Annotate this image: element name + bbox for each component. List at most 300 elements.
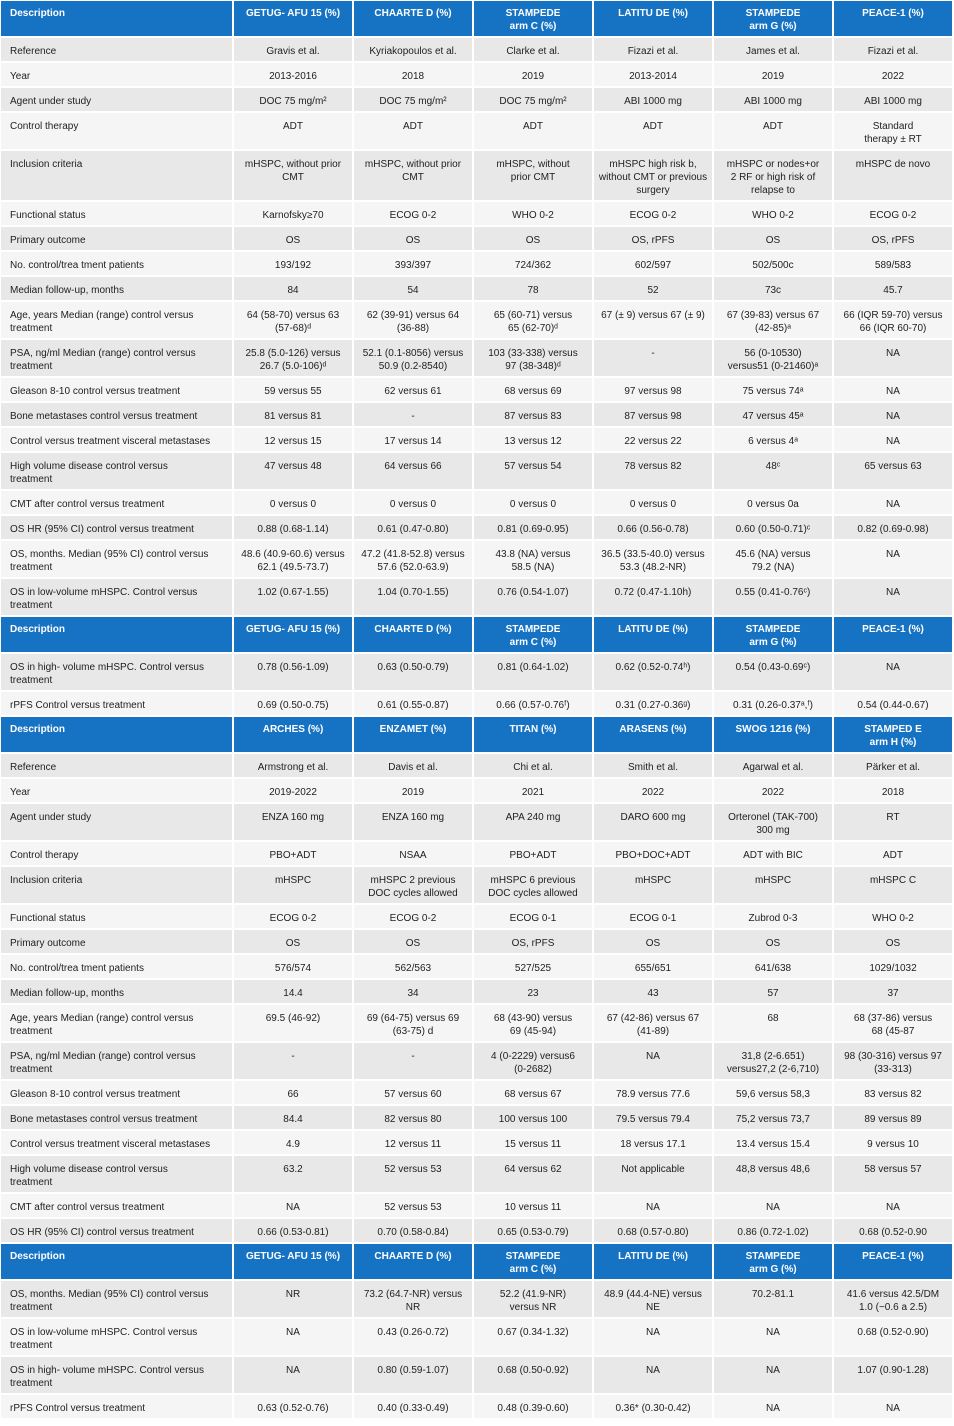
- row-label: OS, months. Median (95% CI) control versus treatment: [1, 1281, 232, 1319]
- table-cell: PBO+ADT: [234, 842, 352, 867]
- table-row: [1, 779, 952, 804]
- table-row: [1, 491, 952, 516]
- table-row: [1, 340, 952, 378]
- table-cell: mHSPC or nodes+or 2 RF or high risk of relapse to: [714, 151, 832, 202]
- table-row: [1, 1106, 952, 1131]
- table-cell: 68 versus 69: [474, 378, 592, 403]
- table-cell: mHSPC: [594, 867, 712, 905]
- table-cell: 0 versus 0: [354, 491, 472, 516]
- table-cell: 4.9: [234, 1131, 352, 1156]
- table-row: [1, 541, 952, 579]
- table-cell: ABI 1000 mg: [594, 88, 712, 113]
- row-label: OS HR (95% CI) control versus treatment: [1, 1219, 232, 1244]
- header-cell-col-5: STAMPEDE arm G (%): [714, 617, 832, 654]
- table-cell: 58 versus 57: [834, 1156, 952, 1194]
- table-cell: mHSPC C: [834, 867, 952, 905]
- table-cell: mHSPC high risk b, without CMT or previous surgery: [594, 151, 712, 202]
- table-cell: NSAA: [354, 842, 472, 867]
- table-cell: 57: [714, 980, 832, 1005]
- table-cell: 25.8 (5.0-126) versus 26.7 (5.0-106)ᵈ: [234, 340, 352, 378]
- table-cell: 22 versus 22: [594, 428, 712, 453]
- header-cell-description: Description: [1, 717, 232, 754]
- row-label: Reference: [1, 754, 232, 779]
- table-cell: DARO 600 mg: [594, 804, 712, 842]
- table-cell: 0.68 (0.57-0.80): [594, 1219, 712, 1244]
- table-cell: 1029/1032: [834, 955, 952, 980]
- trials-comparison-table: [0, 1, 954, 1420]
- table-cell: 63.2: [234, 1156, 352, 1194]
- table-cell: 82 versus 80: [354, 1106, 472, 1131]
- row-label: OS in high- volume mHSPC. Control versus treatment: [1, 654, 232, 692]
- header-cell-col-6: PEACE-1 (%): [834, 617, 952, 654]
- row-label: Age, years Median (range) control versus treatment: [1, 302, 232, 340]
- table-cell: 0 versus 0: [594, 491, 712, 516]
- table-cell: 0.70 (0.58-0.84): [354, 1219, 472, 1244]
- table-row: [1, 654, 952, 692]
- table-cell: PBO+ADT: [474, 842, 592, 867]
- table-cell: OS, rPFS: [474, 930, 592, 955]
- table-cell: 68 (37-86) versus 68 (45-87: [834, 1005, 952, 1043]
- table-row: [1, 378, 952, 403]
- table-row: [1, 428, 952, 453]
- table-row: [1, 804, 952, 842]
- table-cell: 57 versus 54: [474, 453, 592, 491]
- table-cell: 70.2-81.1: [714, 1281, 832, 1319]
- header-cell-col-3: STAMPEDE arm C (%): [474, 617, 592, 654]
- table-cell: NA: [714, 1194, 832, 1219]
- table-cell: RT: [834, 804, 952, 842]
- row-label: Median follow-up, months: [1, 277, 232, 302]
- table-cell: 0 versus 0: [234, 491, 352, 516]
- row-label: OS, months. Median (95% CI) control versus treatment: [1, 541, 232, 579]
- table-cell: NA: [834, 654, 952, 692]
- table-cell: 103 (33-338) versus 97 (38-348)ᵈ: [474, 340, 592, 378]
- table-cell: 64 (58-70) versus 63 (57-68)ᵈ: [234, 302, 352, 340]
- header-cell-col-5: STAMPEDE arm G (%): [714, 1, 832, 38]
- table-cell: 724/362: [474, 252, 592, 277]
- table-cell: OS: [474, 227, 592, 252]
- table-cell: 0.66 (0.53-0.81): [234, 1219, 352, 1244]
- row-label: OS in low-volume mHSPC. Control versus treatment: [1, 579, 232, 617]
- table-cell: 57 versus 60: [354, 1081, 472, 1106]
- table-cell: 6 versus 4ᵃ: [714, 428, 832, 453]
- table-cell: 1.04 (0.70-1.55): [354, 579, 472, 617]
- table-row: [1, 905, 952, 930]
- table-row: [1, 1194, 952, 1219]
- table-row: [1, 38, 952, 63]
- table-cell: -: [354, 403, 472, 428]
- table-cell: 68 (43-90) versus 69 (45-94): [474, 1005, 592, 1043]
- table-cell: mHSPC, without prior CMT: [474, 151, 592, 202]
- row-label: Year: [1, 779, 232, 804]
- table-cell: 2022: [834, 63, 952, 88]
- table-cell: 36.5 (33.5-40.0) versus 53.3 (48.2-NR): [594, 541, 712, 579]
- table-cell: 52 versus 53: [354, 1194, 472, 1219]
- table-cell: 52 versus 53: [354, 1156, 472, 1194]
- table-cell: 12 versus 15: [234, 428, 352, 453]
- table-cell: 0.69 (0.50-0.75): [234, 692, 352, 717]
- row-label: Bone metastases control versus treatment: [1, 403, 232, 428]
- table-cell: 78.9 versus 77.6: [594, 1081, 712, 1106]
- table-cell: ABI 1000 mg: [834, 88, 952, 113]
- table-row: [1, 867, 952, 905]
- table-cell: 34: [354, 980, 472, 1005]
- table-row: [1, 955, 952, 980]
- row-label: Primary outcome: [1, 227, 232, 252]
- table-cell: NA: [594, 1194, 712, 1219]
- header-cell-col-4: LATITU DE (%): [594, 1, 712, 38]
- header-cell-description: Description: [1, 1, 232, 38]
- table-cell: ENZA 160 mg: [234, 804, 352, 842]
- table-cell: 0.82 (0.69-0.98): [834, 516, 952, 541]
- table-cell: 67 (39-83) versus 67 (42-85)ᵃ: [714, 302, 832, 340]
- table-cell: 89 versus 89: [834, 1106, 952, 1131]
- row-label: OS in low-volume mHSPC. Control versus treatment: [1, 1319, 232, 1357]
- table-cell: 641/638: [714, 955, 832, 980]
- table-row: [1, 516, 952, 541]
- table-row: [1, 1043, 952, 1081]
- table-cell: 193/192: [234, 252, 352, 277]
- row-label: Functional status: [1, 905, 232, 930]
- table-cell: 75,2 versus 73,7: [714, 1106, 832, 1131]
- table-header-row: [1, 617, 952, 654]
- table-cell: WHO 0-2: [834, 905, 952, 930]
- table-cell: Fizazi et al.: [594, 38, 712, 63]
- row-label: PSA, ng/ml Median (range) control versus treatment: [1, 1043, 232, 1081]
- table-cell: PBO+DOC+ADT: [594, 842, 712, 867]
- table-cell: OS, rPFS: [834, 227, 952, 252]
- table-cell: 31,8 (2-6.651) versus27,2 (2-6,710): [714, 1043, 832, 1081]
- table-cell: WHO 0-2: [474, 202, 592, 227]
- table-cell: OS: [354, 227, 472, 252]
- table-cell: 48.9 (44.4-NE) versus NE: [594, 1281, 712, 1319]
- table-cell: OS: [834, 930, 952, 955]
- table-cell: 69 (64-75) versus 69 (63-75) d: [354, 1005, 472, 1043]
- table-cell: 2019-2022: [234, 779, 352, 804]
- table-cell: Smith et al.: [594, 754, 712, 779]
- table-cell: 47.2 (41.8-52.8) versus 57.6 (52.0-63.9): [354, 541, 472, 579]
- table-cell: 1.07 (0.90-1.28): [834, 1357, 952, 1395]
- table-cell: 0.65 (0.53-0.79): [474, 1219, 592, 1244]
- table-cell: Not applicable: [594, 1156, 712, 1194]
- row-label: Gleason 8-10 control versus treatment: [1, 1081, 232, 1106]
- table-cell: 589/583: [834, 252, 952, 277]
- table-row: [1, 980, 952, 1005]
- row-label: Inclusion criteria: [1, 151, 232, 202]
- table-cell: 62 (39-91) versus 64 (36-88): [354, 302, 472, 340]
- table-cell: 47 versus 45ᵃ: [714, 403, 832, 428]
- table-cell: 602/597: [594, 252, 712, 277]
- table-cell: OS: [234, 227, 352, 252]
- header-cell-col-1: GETUG- AFU 15 (%): [234, 1244, 352, 1281]
- table-cell: 65 versus 63: [834, 453, 952, 491]
- table-cell: 2019: [714, 63, 832, 88]
- table-cell: NA: [834, 403, 952, 428]
- table-row: [1, 202, 952, 227]
- table-cell: mHSPC 2 previous DOC cycles allowed: [354, 867, 472, 905]
- table-cell: mHSPC, without prior CMT: [354, 151, 472, 202]
- table-cell: -: [594, 340, 712, 378]
- table-cell: NA: [594, 1357, 712, 1395]
- table-row: [1, 151, 952, 202]
- table-cell: 68 versus 67: [474, 1081, 592, 1106]
- table-cell: 41.6 versus 42.5/DM 1.0 (−0.6 a 2.5): [834, 1281, 952, 1319]
- row-label: OS in high- volume mHSPC. Control versus treatment: [1, 1357, 232, 1395]
- table-cell: ENZA 160 mg: [354, 804, 472, 842]
- table-row: [1, 1131, 952, 1156]
- table-cell: 0.55 (0.41-0.76ᶜ): [714, 579, 832, 617]
- table-cell: Zubrod 0-3: [714, 905, 832, 930]
- header-cell-col-4: ARASENS (%): [594, 717, 712, 754]
- table-cell: 9 versus 10: [834, 1131, 952, 1156]
- table-cell: 75 versus 74ᵃ: [714, 378, 832, 403]
- table-row: [1, 1281, 952, 1319]
- table-cell: NR: [234, 1281, 352, 1319]
- table-cell: 64 versus 62: [474, 1156, 592, 1194]
- table-cell: 78 versus 82: [594, 453, 712, 491]
- table-cell: 0.63 (0.52-0.76): [234, 1395, 352, 1420]
- table-row: [1, 277, 952, 302]
- table-row: [1, 302, 952, 340]
- table-row: [1, 63, 952, 88]
- row-label: No. control/trea tment patients: [1, 252, 232, 277]
- table-cell: NA: [834, 1194, 952, 1219]
- table-cell: 0.88 (0.68-1.14): [234, 516, 352, 541]
- table-cell: mHSPC, without prior CMT: [234, 151, 352, 202]
- table-cell: ADT with BIC: [714, 842, 832, 867]
- table-cell: 52.2 (41.9-NR) versus NR: [474, 1281, 592, 1319]
- table-cell: 12 versus 11: [354, 1131, 472, 1156]
- table-cell: NA: [834, 1395, 952, 1420]
- table-cell: NA: [234, 1319, 352, 1357]
- table-cell: 48.6 (40.9-60.6) versus 62.1 (49.5-73.7): [234, 541, 352, 579]
- table-cell: 4 (0-2229) versus6 (0-2682): [474, 1043, 592, 1081]
- table-cell: 15 versus 11: [474, 1131, 592, 1156]
- table-cell: 576/574: [234, 955, 352, 980]
- table-cell: Chi et al.: [474, 754, 592, 779]
- table-cell: 17 versus 14: [354, 428, 472, 453]
- table-cell: NA: [834, 491, 952, 516]
- row-label: CMT after control versus treatment: [1, 1194, 232, 1219]
- table-cell: 0.80 (0.59-1.07): [354, 1357, 472, 1395]
- table-header-row: [1, 717, 952, 754]
- row-label: Control versus treatment visceral metastases: [1, 1131, 232, 1156]
- table-cell: 47 versus 48: [234, 453, 352, 491]
- table-row: [1, 1319, 952, 1357]
- table-row: [1, 453, 952, 491]
- header-cell-col-5: STAMPEDE arm G (%): [714, 1244, 832, 1281]
- table-cell: 0 versus 0: [474, 491, 592, 516]
- table-cell: mHSPC: [714, 867, 832, 905]
- table-row: [1, 692, 952, 717]
- table-cell: 52.1 (0.1-8056) versus 50.9 (0.2-8540): [354, 340, 472, 378]
- row-label: High volume disease control versus treatment: [1, 1156, 232, 1194]
- row-label: PSA, ng/ml Median (range) control versus treatment: [1, 340, 232, 378]
- table-cell: 68: [714, 1005, 832, 1043]
- table-cell: 81 versus 81: [234, 403, 352, 428]
- table-cell: 18 versus 17.1: [594, 1131, 712, 1156]
- table-cell: NA: [834, 428, 952, 453]
- table-cell: ECOG 0-1: [474, 905, 592, 930]
- table-row: [1, 113, 952, 151]
- table-cell: 0.61 (0.47-0.80): [354, 516, 472, 541]
- table-cell: DOC 75 mg/m²: [234, 88, 352, 113]
- table-cell: 66 (IQR 59-70) versus 66 (IQR 60-70): [834, 302, 952, 340]
- table-cell: 0.62 (0.52-0.74ʰ): [594, 654, 712, 692]
- header-cell-col-2: CHAARTE D (%): [354, 1244, 472, 1281]
- table-cell: ABI 1000 mg: [714, 88, 832, 113]
- header-cell-col-6: PEACE-1 (%): [834, 1244, 952, 1281]
- table-cell: 23: [474, 980, 592, 1005]
- row-label: rPFS Control versus treatment: [1, 1395, 232, 1420]
- table-row: [1, 88, 952, 113]
- table-cell: Standard therapy ± RT: [834, 113, 952, 151]
- row-label: Inclusion criteria: [1, 867, 232, 905]
- table-cell: 0.54 (0.43-0.69ᶜ): [714, 654, 832, 692]
- table-row: [1, 1357, 952, 1395]
- table-cell: 56 (0-10530) versus51 (0-21460)ᵃ: [714, 340, 832, 378]
- table-cell: Pärker et al.: [834, 754, 952, 779]
- table-cell: NA: [834, 340, 952, 378]
- table-cell: ADT: [354, 113, 472, 151]
- table-cell: 2018: [834, 779, 952, 804]
- table-cell: Karnofsky≥70: [234, 202, 352, 227]
- header-cell-col-4: LATITU DE (%): [594, 617, 712, 654]
- table-cell: 98 (30-316) versus 97 (33-313): [834, 1043, 952, 1081]
- header-cell-col-1: ARCHES (%): [234, 717, 352, 754]
- table-cell: 48,8 versus 48,6: [714, 1156, 832, 1194]
- table-cell: 0 versus 0a: [714, 491, 832, 516]
- table-cell: 0.63 (0.50-0.79): [354, 654, 472, 692]
- row-label: Primary outcome: [1, 930, 232, 955]
- table-cell: NA: [234, 1194, 352, 1219]
- table-cell: 0.66 (0.57-0.76ᶠ): [474, 692, 592, 717]
- table-cell: 0.68 (0.52-0.90): [834, 1319, 952, 1357]
- row-label: High volume disease control versus treatment: [1, 453, 232, 491]
- table-cell: 0.61 (0.55-0.87): [354, 692, 472, 717]
- table-cell: Orteronel (TAK-700) 300 mg: [714, 804, 832, 842]
- table-row: [1, 1156, 952, 1194]
- table-cell: mHSPC de novo: [834, 151, 952, 202]
- header-cell-col-2: ENZAMET (%): [354, 717, 472, 754]
- table-cell: APA 240 mg: [474, 804, 592, 842]
- table-cell: OS: [354, 930, 472, 955]
- table-cell: NA: [834, 378, 952, 403]
- table-cell: ADT: [714, 113, 832, 151]
- table-cell: 45.7: [834, 277, 952, 302]
- table-cell: NA: [594, 1319, 712, 1357]
- table-cell: 0.86 (0.72-1.02): [714, 1219, 832, 1244]
- row-label: OS HR (95% CI) control versus treatment: [1, 516, 232, 541]
- table-row: [1, 842, 952, 867]
- table-row: [1, 579, 952, 617]
- table-cell: 0.76 (0.54-1.07): [474, 579, 592, 617]
- table-cell: 393/397: [354, 252, 472, 277]
- table-cell: 54: [354, 277, 472, 302]
- table-cell: 69.5 (46-92): [234, 1005, 352, 1043]
- table-cell: 87 versus 98: [594, 403, 712, 428]
- table-cell: NA: [714, 1357, 832, 1395]
- table-cell: 84: [234, 277, 352, 302]
- table-cell: James et al.: [714, 38, 832, 63]
- table-cell: 13 versus 12: [474, 428, 592, 453]
- table-cell: Clarke et al.: [474, 38, 592, 63]
- table-cell: 0.31 (0.26-0.37ᵃ,ᶠ): [714, 692, 832, 717]
- row-label: Year: [1, 63, 232, 88]
- row-label: Age, years Median (range) control versus treatment: [1, 1005, 232, 1043]
- table-cell: 562/563: [354, 955, 472, 980]
- table-cell: ECOG 0-2: [834, 202, 952, 227]
- table-cell: Armstrong et al.: [234, 754, 352, 779]
- table-cell: 59,6 versus 58,3: [714, 1081, 832, 1106]
- row-label: Agent under study: [1, 804, 232, 842]
- table-header-row: [1, 1244, 952, 1281]
- header-cell-description: Description: [1, 1244, 232, 1281]
- table-cell: 2022: [714, 779, 832, 804]
- table-cell: 0.68 (0.52-0.90: [834, 1219, 952, 1244]
- table-cell: mHSPC 6 previous DOC cycles allowed: [474, 867, 592, 905]
- table-cell: ECOG 0-2: [354, 202, 472, 227]
- table-cell: ADT: [234, 113, 352, 151]
- table-cell: mHSPC: [234, 867, 352, 905]
- table-cell: 0.72 (0.47-1.10h): [594, 579, 712, 617]
- header-cell-col-2: CHAARTE D (%): [354, 617, 472, 654]
- header-cell-col-2: CHAARTE D (%): [354, 1, 472, 38]
- table-cell: 2013-2016: [234, 63, 352, 88]
- table-cell: 655/651: [594, 955, 712, 980]
- table-cell: 0.66 (0.56-0.78): [594, 516, 712, 541]
- table-cell: 67 (± 9) versus 67 (± 9): [594, 302, 712, 340]
- table-cell: 1.02 (0.67-1.55): [234, 579, 352, 617]
- table-cell: NA: [234, 1357, 352, 1395]
- table-cell: Davis et al.: [354, 754, 472, 779]
- table-cell: ADT: [834, 842, 952, 867]
- table-cell: 0.60 (0.50-0.71)ᶜ: [714, 516, 832, 541]
- row-label: Control versus treatment visceral metastases: [1, 428, 232, 453]
- table-cell: 84.4: [234, 1106, 352, 1131]
- table-cell: ECOG 0-2: [354, 905, 472, 930]
- table-cell: 0.67 (0.34-1.32): [474, 1319, 592, 1357]
- table-cell: 83 versus 82: [834, 1081, 952, 1106]
- table-cell: 64 versus 66: [354, 453, 472, 491]
- table-cell: 13.4 versus 15.4: [714, 1131, 832, 1156]
- table-cell: 10 versus 11: [474, 1194, 592, 1219]
- table-cell: 67 (42-86) versus 67 (41-89): [594, 1005, 712, 1043]
- table-cell: OS, rPFS: [594, 227, 712, 252]
- table-cell: 66: [234, 1081, 352, 1106]
- header-cell-col-3: STAMPEDE arm C (%): [474, 1, 592, 38]
- table-cell: 62 versus 61: [354, 378, 472, 403]
- header-cell-col-6: PEACE-1 (%): [834, 1, 952, 38]
- row-label: rPFS Control versus treatment: [1, 692, 232, 717]
- table-cell: 2019: [354, 779, 472, 804]
- header-cell-col-3: STAMPEDE arm C (%): [474, 1244, 592, 1281]
- table-cell: 0.81 (0.64-1.02): [474, 654, 592, 692]
- table-cell: NA: [834, 579, 952, 617]
- table-cell: ADT: [594, 113, 712, 151]
- table-cell: NA: [834, 541, 952, 579]
- table-cell: ADT: [474, 113, 592, 151]
- table-cell: 14.4: [234, 980, 352, 1005]
- table-row: [1, 1081, 952, 1106]
- table-cell: 97 versus 98: [594, 378, 712, 403]
- table-cell: 0.48 (0.39-0.60): [474, 1395, 592, 1420]
- table-cell: 2021: [474, 779, 592, 804]
- row-label: Control therapy: [1, 842, 232, 867]
- table-cell: ECOG 0-2: [594, 202, 712, 227]
- table-cell: OS: [714, 227, 832, 252]
- table-cell: 0.54 (0.44-0.67): [834, 692, 952, 717]
